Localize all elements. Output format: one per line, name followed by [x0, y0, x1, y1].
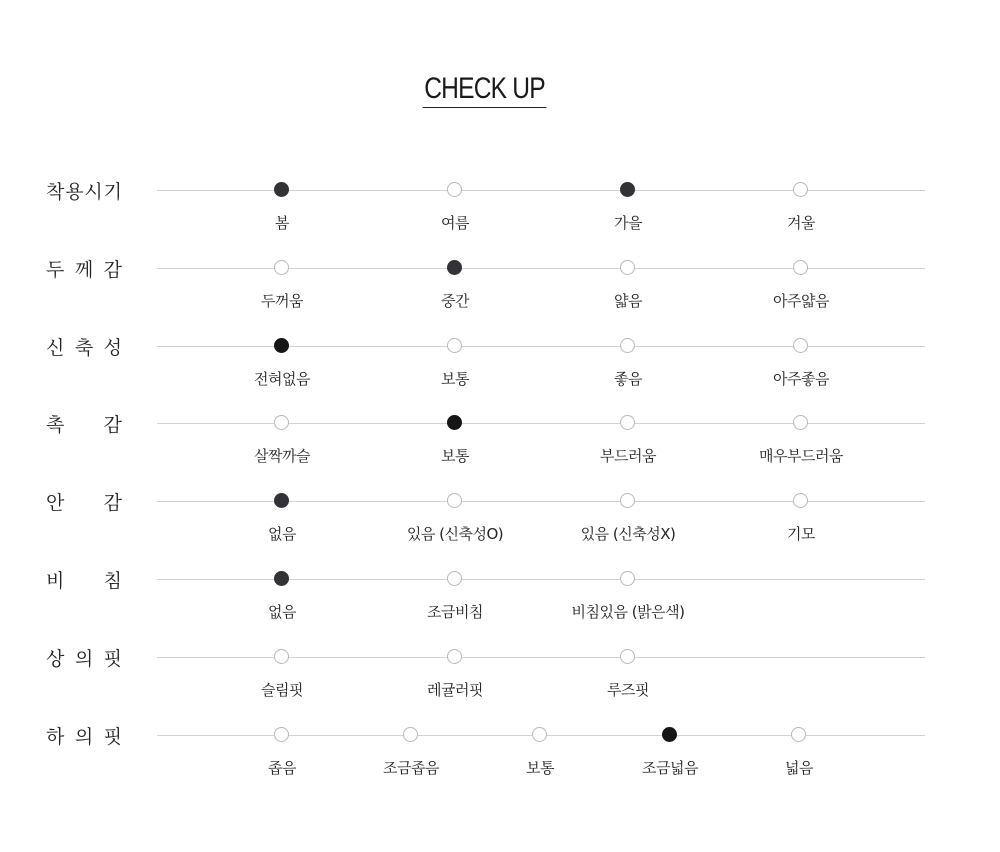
row-label-char: 침	[103, 569, 122, 592]
option-label: 비침있음 (밝은색)	[571, 603, 685, 621]
radio-dot-selected	[274, 571, 289, 586]
option-label: 보통	[441, 447, 469, 465]
option-label: 좋음	[614, 370, 642, 388]
option-label: 전혀없음	[254, 370, 310, 388]
option-label: 두꺼움	[261, 292, 303, 310]
option-label: 넓음	[785, 759, 813, 777]
option-label: 조금비침	[427, 603, 483, 621]
row-line	[157, 501, 925, 502]
option-label: 있음 (신축성X)	[580, 525, 676, 543]
row-label	[46, 334, 122, 358]
row-line	[157, 579, 925, 580]
row-label	[46, 411, 122, 435]
row-line	[157, 423, 925, 424]
option-label: 부드러움	[600, 447, 656, 465]
radio-dot	[793, 493, 808, 508]
row-label-char: 시	[84, 180, 103, 203]
radio-dot	[620, 415, 635, 430]
row-label	[46, 489, 122, 513]
row-label-char: 성	[103, 336, 122, 359]
radio-dot	[532, 727, 547, 742]
radio-dot	[274, 727, 289, 742]
radio-dot	[447, 338, 462, 353]
row-label-char: 두	[46, 258, 65, 281]
row-label-char: 기	[103, 180, 122, 203]
radio-dot-selected	[620, 182, 635, 197]
option-label: 여름	[441, 214, 469, 232]
radio-dot	[447, 493, 462, 508]
row-label-char: 착	[46, 180, 65, 203]
row-label-char: 의	[74, 647, 94, 670]
radio-dot-selected	[274, 338, 289, 353]
radio-dot	[793, 338, 808, 353]
radio-dot	[447, 649, 462, 664]
radio-dot	[793, 182, 808, 197]
option-label: 조금넓음	[642, 759, 698, 777]
page-title: CHECK UP	[423, 72, 547, 108]
option-label: 없음	[268, 603, 296, 621]
row-label	[46, 723, 122, 747]
radio-dot-selected	[274, 493, 289, 508]
row-label-char: 의	[74, 725, 94, 748]
radio-dot	[447, 182, 462, 197]
option-label: 중간	[441, 292, 469, 310]
option-label: 슬림핏	[261, 681, 303, 699]
checkup-title-wrap	[0, 72, 970, 108]
row-label-char: 하	[46, 725, 65, 748]
checkup-row	[0, 178, 1000, 238]
row-label	[46, 645, 122, 669]
radio-dot	[447, 571, 462, 586]
radio-dot	[791, 727, 806, 742]
checkup-row	[0, 567, 1000, 627]
radio-dot-selected	[447, 415, 462, 430]
row-label-char: 용	[65, 180, 84, 203]
radio-dot	[793, 260, 808, 275]
radio-dot	[793, 415, 808, 430]
row-label-char: 감	[103, 258, 122, 281]
radio-dot	[274, 260, 289, 275]
option-label: 겨울	[787, 214, 815, 232]
row-label-char: 핏	[103, 647, 122, 670]
option-label: 레귤러핏	[427, 681, 483, 699]
row-label-char: 께	[74, 258, 94, 281]
option-label: 기모	[787, 525, 815, 543]
row-label-char: 촉	[46, 413, 65, 436]
option-label: 루즈핏	[607, 681, 649, 699]
option-label: 매우부드러움	[759, 447, 843, 465]
checkup-row	[0, 411, 1000, 471]
radio-dot	[274, 415, 289, 430]
row-label-char: 비	[46, 569, 65, 592]
row-line	[157, 657, 925, 658]
radio-dot	[403, 727, 418, 742]
row-label-char: 안	[46, 491, 65, 514]
radio-dot	[274, 649, 289, 664]
row-label-char: 신	[46, 336, 65, 359]
row-line	[157, 268, 925, 269]
radio-dot	[620, 338, 635, 353]
row-label-char: 축	[74, 336, 94, 359]
checkup-row	[0, 645, 1000, 705]
radio-dot	[620, 649, 635, 664]
row-label-char: 감	[103, 413, 122, 436]
option-label: 가을	[614, 214, 642, 232]
checkup-row	[0, 723, 1000, 783]
option-label: 조금좁음	[383, 759, 439, 777]
row-label-char: 핏	[103, 725, 122, 748]
row-label	[46, 178, 122, 202]
radio-dot-selected	[447, 260, 462, 275]
option-label: 보통	[441, 370, 469, 388]
radio-dot	[620, 571, 635, 586]
option-label: 봄	[275, 214, 289, 232]
option-label: 좁음	[268, 759, 296, 777]
option-label: 있음 (신축성O)	[406, 525, 504, 543]
radio-dot-selected	[662, 727, 677, 742]
row-label	[46, 567, 122, 591]
option-label: 아주좋음	[773, 370, 829, 388]
radio-dot	[620, 493, 635, 508]
row-line	[157, 346, 925, 347]
checkup-row	[0, 334, 1000, 394]
option-label: 아주얇음	[773, 292, 829, 310]
radio-dot	[620, 260, 635, 275]
radio-dot-selected	[274, 182, 289, 197]
checkup-row	[0, 489, 1000, 549]
option-label: 없음	[268, 525, 296, 543]
row-line	[157, 190, 925, 191]
row-label-char: 상	[46, 647, 65, 670]
row-label-char: 감	[103, 491, 122, 514]
option-label: 보통	[526, 759, 554, 777]
option-label: 얇음	[614, 292, 642, 310]
row-label	[46, 256, 122, 280]
checkup-row	[0, 256, 1000, 316]
option-label: 살짝까슬	[254, 447, 310, 465]
